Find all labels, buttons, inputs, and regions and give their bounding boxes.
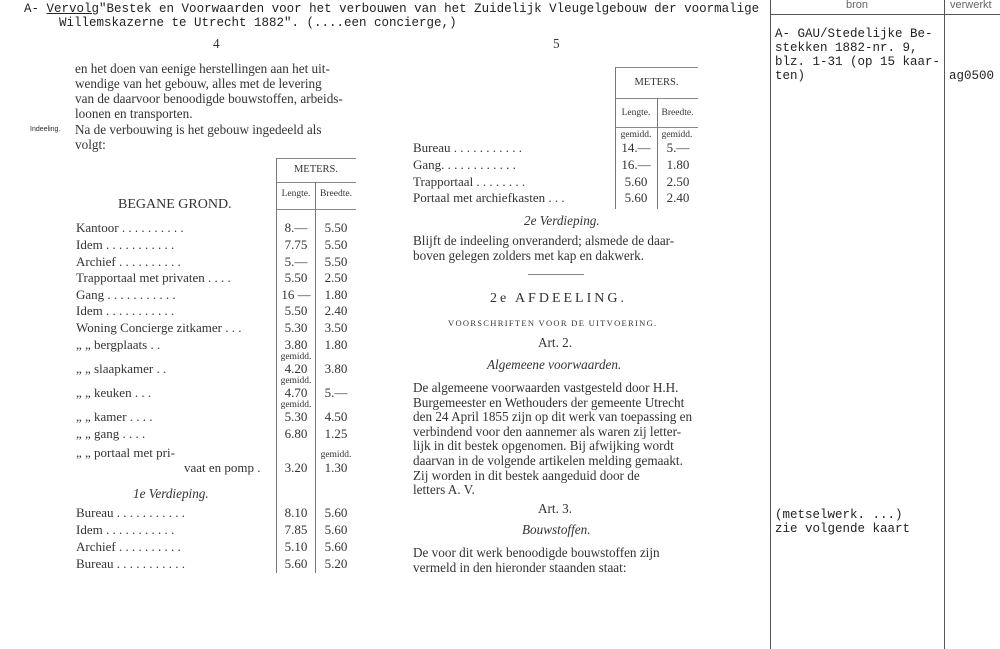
bron-text <box>775 27 940 83</box>
width-value: 5.50 <box>324 237 348 252</box>
room-label: Bureau . . . . . . . . . . . <box>76 556 186 571</box>
width-value: 1.30 <box>324 460 348 475</box>
text-line: Zij worden in dit bestek aangeduid door de <box>413 467 640 483</box>
width-value: 5.50 <box>324 220 348 235</box>
length-value: 4.20 <box>284 361 308 376</box>
bron-line: blz. 1-31 (op 15 kaar- <box>775 55 941 69</box>
length-value: 5.30 <box>284 320 308 335</box>
art3-text <box>413 545 660 575</box>
voorschriften-heading: VOORSCHRIFTEN VOOR DE UITVOERING. <box>448 318 658 328</box>
col-lengte: Lengte. <box>281 189 311 199</box>
width-value: 1.80 <box>324 337 348 352</box>
width-value: 2.50 <box>324 270 348 285</box>
room-label: „ „ kamer . . . . <box>76 409 153 424</box>
length-value: 5.10 <box>284 539 308 554</box>
title-line2: Willemskazerne te Utrecht 1882". (....een concierge,) <box>59 16 457 30</box>
art2-heading: Art. 2. <box>538 335 573 350</box>
verwerkt-code: ag0500 <box>949 69 995 83</box>
room-label: Trapportaal met privaten . . . . <box>76 270 231 285</box>
text-line: Blijft de indeeling onveranderd; alsmede de daar- <box>413 233 675 248</box>
width-value: 1.25 <box>324 426 348 441</box>
room-label: Bureau . . . . . . . . . . . <box>76 505 186 520</box>
bron-line: A- GAU/Stedelijke Be- <box>775 27 933 41</box>
document-title <box>24 2 759 16</box>
room-label: Idem . . . . . . . . . . . <box>76 237 175 252</box>
length-value: 7.75 <box>284 237 308 252</box>
verdieping2-text <box>413 233 674 263</box>
room-label: Idem . . . . . . . . . . . <box>76 303 175 318</box>
bron-line: stekken 1882-nr. 9, <box>775 41 918 55</box>
room-label: Gang . . . . . . . . . . . <box>76 287 176 302</box>
length-value: 3.80 <box>284 337 308 352</box>
title-vervolg: Vervolg <box>46 2 100 16</box>
table-header-meters: METERS. <box>293 164 339 175</box>
room-label: Gang. . . . . . . . . . . . <box>413 157 516 172</box>
length-value: 3.20 <box>284 460 308 475</box>
margin-note: Indeeling. <box>30 126 61 133</box>
length-value: 14.— <box>621 140 651 155</box>
bron-line: ten) <box>775 69 806 83</box>
note-line: zie volgende kaart <box>775 522 911 536</box>
length-value: 5.60 <box>284 556 308 571</box>
gemidd-lengte: gemidd. <box>620 130 652 140</box>
length-value: 5.60 <box>624 174 648 189</box>
length-value: 5.60 <box>624 190 648 205</box>
room-label: Trapportaal . . . . . . . . <box>413 174 526 189</box>
art3-title: Bouwstoffen. <box>522 522 591 537</box>
width-value: 5.— <box>324 385 348 400</box>
length-value: 8.10 <box>284 505 308 520</box>
col-breedte: Breedte. <box>320 189 352 199</box>
width-value: 3.50 <box>324 320 348 335</box>
indeeling-paragraph <box>75 122 321 152</box>
art2-text <box>413 381 692 498</box>
text-line: Na de verbouwing is het gebouw ingedeeld als <box>75 122 322 137</box>
length-value: 5.50 <box>284 303 308 318</box>
length-value: 16.— <box>621 157 651 172</box>
room-label: Bureau . . . . . . . . . . . <box>413 140 523 155</box>
section-begane-grond: BEGANE GROND. <box>118 197 232 212</box>
col-header-verwerkt: verwerkt <box>950 0 992 11</box>
room-label: „ „ bergplaats . . <box>76 337 161 352</box>
subsection-2e-verdieping: 2e Verdieping. <box>524 213 600 228</box>
note-line: (metselwerk. ...) <box>775 508 903 522</box>
art3-heading: Art. 3. <box>538 501 573 516</box>
side-note <box>775 508 910 536</box>
text-line: vermeld in den hieronder staanden staat: <box>413 560 627 575</box>
room-label-cont: vaat en pomp . <box>184 460 261 475</box>
width-value: 5.60 <box>324 505 348 520</box>
length-value: 5.50 <box>284 270 308 285</box>
text-line: letters A. V. <box>413 482 475 498</box>
text-line: De algemeene voorwaarden vastgesteld door H.H. <box>413 380 679 395</box>
afdeeling-heading: 2e AFDEELING. <box>490 291 627 306</box>
art2-title: Algemeene voorwaarden. <box>487 357 622 372</box>
length-value: 16 — <box>281 287 311 302</box>
intro-paragraph <box>75 61 343 121</box>
room-label: Archief . . . . . . . . . . <box>76 254 181 269</box>
text-line: lijk in dit bestek opgenomen. Bij afwijking wordt <box>413 438 674 454</box>
text-line: van de daarvoor benoodigde bouwstoffen, arbeids- <box>75 91 343 106</box>
width-value: 5.60 <box>324 539 348 554</box>
gemidd-note: gemidd. <box>280 376 312 386</box>
text-line: wendige van het gebouw, alles met de levering <box>75 76 322 91</box>
room-label: „ „ slaapkamer . . <box>76 361 167 376</box>
width-value: 4.50 <box>324 409 348 424</box>
col-breedte-right: Breedte. <box>661 108 694 118</box>
width-value: 5.50 <box>324 254 348 269</box>
width-value: 2.40 <box>666 190 690 205</box>
length-value: 6.80 <box>284 426 308 441</box>
text-line: De voor dit werk benoodigde bouwstoffen zijn <box>413 545 660 560</box>
text-line: en het doen van eenige herstellingen aan het uit- <box>75 61 330 76</box>
length-value: 4.70 <box>284 385 308 400</box>
text-line: Burgemeester en Wethouders der gemeente Utrecht <box>413 394 685 410</box>
width-value: 2.50 <box>666 174 690 189</box>
room-label: Idem . . . . . . . . . . . <box>76 522 175 537</box>
length-value: 8.— <box>284 220 308 235</box>
subsection-1e-verdieping: 1e Verdieping. <box>133 486 209 501</box>
width-value: 5.20 <box>324 556 348 571</box>
room-label: Archief . . . . . . . . . . <box>76 539 181 554</box>
page-number-right: 5 <box>553 36 560 51</box>
width-value: 5.60 <box>324 522 348 537</box>
room-label: Kantoor . . . . . . . . . . <box>76 220 184 235</box>
page-number-left: 4 <box>213 36 220 51</box>
table-header-meters-right: METERS. <box>634 77 679 88</box>
width-value: 1.80 <box>666 157 690 172</box>
room-label: „ „ gang . . . . <box>76 426 146 441</box>
width-value: 2.40 <box>324 303 348 318</box>
text-line: daarvan in de volgende artikelen melding gemaakt. <box>413 452 683 468</box>
title-prefix: A- <box>24 2 40 16</box>
room-label: „ „ portaal met pri- <box>76 445 175 460</box>
col-header-bron: bron <box>845 0 869 11</box>
length-value: 7.85 <box>284 522 308 537</box>
text-line: boven gelegen zolders met kap en dakwerk. <box>413 248 645 263</box>
text-line: volgt: <box>75 137 106 152</box>
room-label: „ „ keuken . . . <box>76 385 152 400</box>
gemidd-note: gemidd. <box>320 450 352 460</box>
room-label: Portaal met archiefkasten . . . <box>413 190 565 205</box>
width-value: 3.80 <box>324 361 348 376</box>
width-value: 1.80 <box>324 287 348 302</box>
gemidd-note: gemidd. <box>280 352 312 362</box>
gemidd-breedte: gemidd. <box>661 130 693 140</box>
length-value: 5.30 <box>284 409 308 424</box>
text-line: den 24 April 1855 zijn op dit werk van toepassing en <box>413 409 693 425</box>
width-value: 5.— <box>666 140 690 155</box>
text-line: loonen en transporten. <box>75 106 193 121</box>
gemidd-note: gemidd. <box>280 400 312 410</box>
text-line: verbindend voor den aannemer als waren zij letter- <box>413 423 682 439</box>
room-label: Woning Concierge zitkamer . . . <box>76 320 242 335</box>
title-text: "Bestek en Voorwaarden voor het verbouwen van het Zuidelijk Vleugelgebouw der voormalige <box>99 2 760 16</box>
length-value: 5.— <box>284 254 308 269</box>
col-lengte-right: Lengte. <box>621 108 651 118</box>
